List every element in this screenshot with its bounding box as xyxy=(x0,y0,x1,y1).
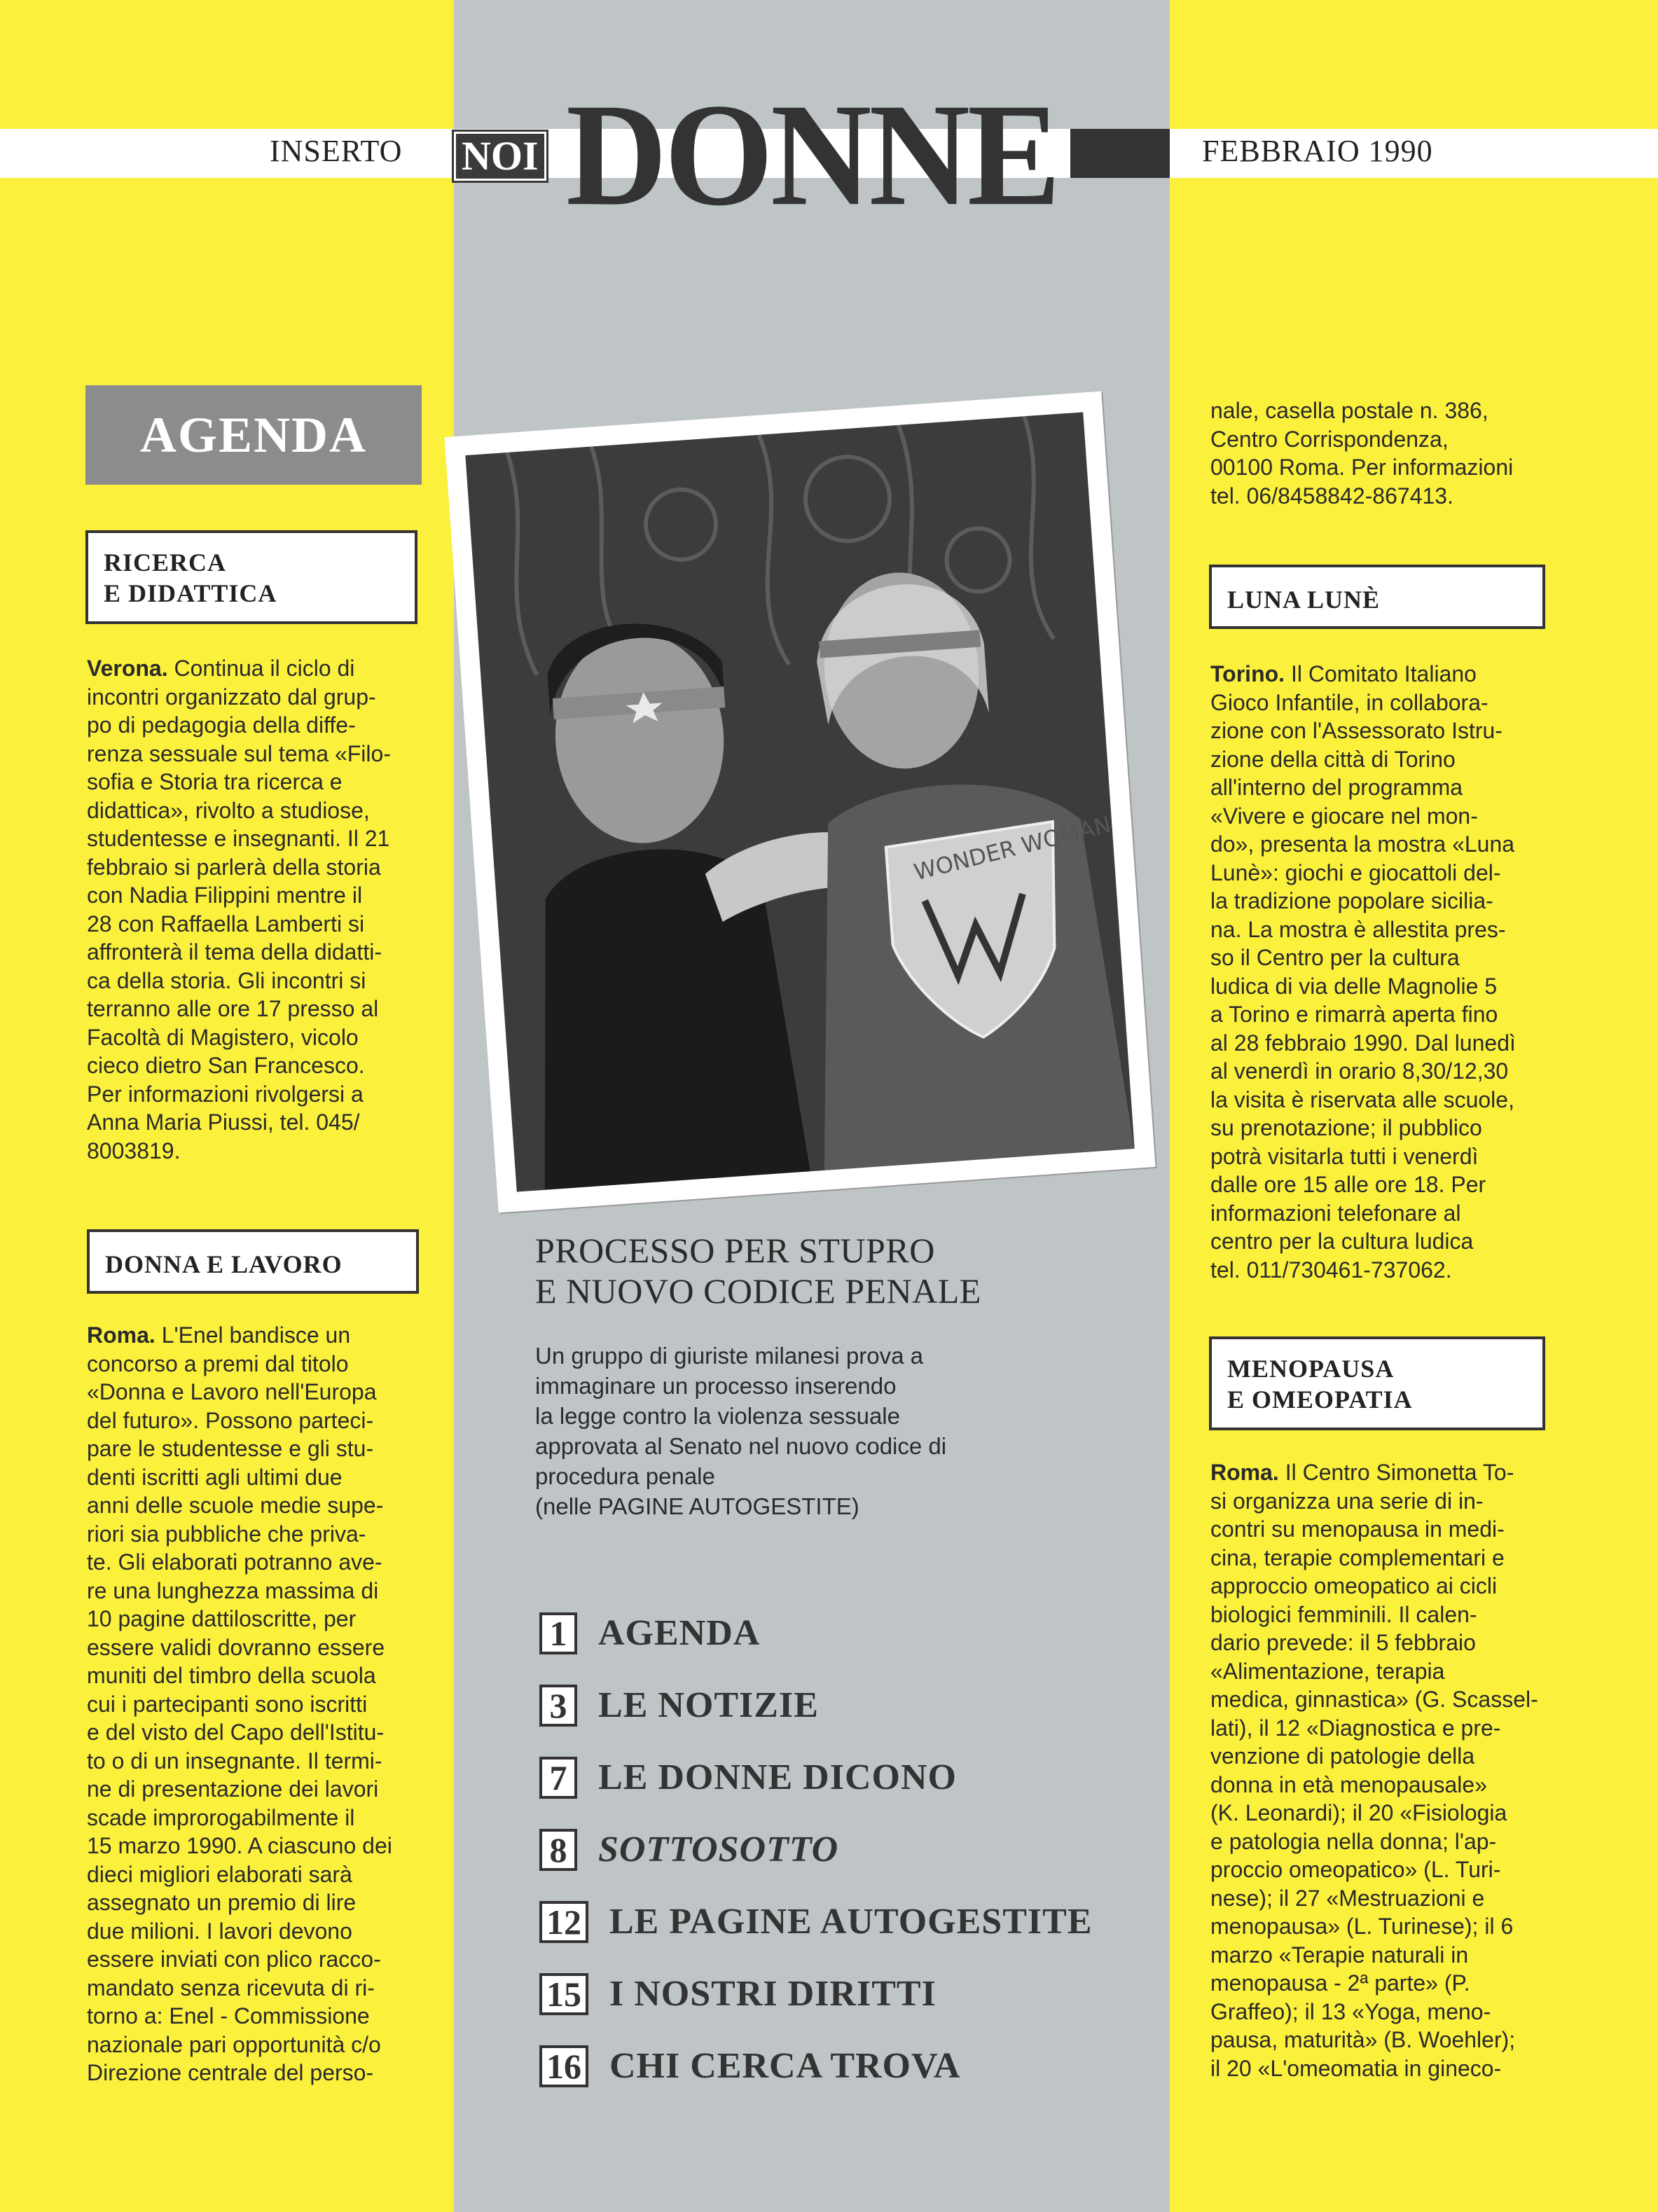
article-continuation xyxy=(1210,396,1545,510)
article-line: con Nadia Filippini mentre il xyxy=(87,883,363,908)
heading-line: MENOPAUSA xyxy=(1227,1355,1395,1383)
article-line: Torino. Il Comitato Italiano xyxy=(1210,661,1477,686)
masthead-date: FEBBRAIO 1990 xyxy=(1202,134,1433,168)
table-of-contents xyxy=(539,1597,1093,2102)
article-line: po di pedagogia della diffe- xyxy=(87,712,356,738)
article-line: riori sia pubbliche che priva- xyxy=(87,1521,366,1547)
deck-line: Un gruppo di giuriste milanesi prova a xyxy=(535,1343,923,1369)
article-line: terranno alle ore 17 presso al xyxy=(87,996,379,1021)
masthead-inserto: INSERTO xyxy=(270,134,403,168)
article-line: «Donna e Lavoro nell'Europa xyxy=(87,1379,377,1404)
article-line: Verona. Continua il ciclo di xyxy=(87,656,355,681)
article-line: a Torino e rimarrà aperta fino xyxy=(1210,1002,1498,1027)
deck-line: la legge contro la violenza sessuale xyxy=(535,1403,900,1429)
article-line: nazionale pari opportunità c/o xyxy=(87,2031,381,2057)
article-line: Facoltà di Magistero, vicolo xyxy=(87,1024,359,1050)
article-line: ne di presentazione dei lavori xyxy=(87,1776,379,1802)
article-line: sofia e Storia tra ricerca e xyxy=(87,769,343,794)
toc-page-number: 16 xyxy=(539,2045,588,2087)
article-line: dario prevede: il 5 febbraio xyxy=(1210,1630,1476,1655)
deck-line: immaginare un processo inserendo xyxy=(535,1373,897,1399)
article-line: dieci migliori elaborati sarà xyxy=(87,1861,352,1887)
article-line: zione della città di Torino xyxy=(1210,746,1456,772)
article-line: assegnato un premio di lire xyxy=(87,1890,357,1915)
article-line: potrà visitarla tutti i venerdì xyxy=(1210,1143,1479,1169)
article-line: centro per la cultura ludica xyxy=(1210,1229,1474,1254)
toc-page-number: 7 xyxy=(539,1757,577,1799)
section-heading-luna xyxy=(1209,565,1545,629)
toc-item[interactable] xyxy=(539,1741,1093,1813)
article-line: biologici femminili. Il calen- xyxy=(1210,1601,1477,1627)
toc-title: CHI CERCA TROVA xyxy=(609,2046,961,2086)
toc-title: LE PAGINE AUTOGESTITE xyxy=(609,1902,1093,1942)
masthead-title: DONNE xyxy=(566,74,1058,237)
article-line: febbraio si parlerà della storia xyxy=(87,854,381,880)
article-line: essere inviati con plico racco- xyxy=(87,1947,381,1972)
toc-page-number: 1 xyxy=(539,1612,577,1654)
article-line: zione con l'Assessorato Istru- xyxy=(1210,718,1502,743)
article-line: pare le studentesse e gli stu- xyxy=(87,1436,374,1461)
article-line: Gioco Infantile, in collabora- xyxy=(1210,689,1488,715)
article-city: Roma. xyxy=(1210,1460,1285,1485)
article-line: al venerdì in orario 8,30/12,30 xyxy=(1210,1058,1509,1084)
heading-line: RICERCA xyxy=(104,548,227,576)
toc-title: LE NOTIZIE xyxy=(598,1685,819,1725)
photo-image xyxy=(465,412,1134,1191)
article-line: su prenotazione; il pubblico xyxy=(1210,1115,1482,1140)
toc-item[interactable] xyxy=(539,2030,1093,2102)
article-line: del futuro». Possono parteci- xyxy=(87,1407,374,1433)
article-line: 00100 Roma. Per informazioni xyxy=(1210,455,1514,480)
section-heading-ricerca xyxy=(85,530,417,624)
article-line: menopausa - 2ª parte» (P. xyxy=(1210,1970,1470,1996)
photo-caption: WONDER WOMAN xyxy=(911,810,1114,886)
article-line: concorso a premi dal titolo xyxy=(87,1350,349,1376)
article-line: te. Gli elaborati potranno ave- xyxy=(87,1549,382,1575)
toc-title: I NOSTRI DIRITTI xyxy=(609,1974,937,2014)
toc-title: SOTTOSOTTO xyxy=(598,1830,839,1869)
masthead-dark-bar xyxy=(1070,129,1170,178)
heading-line: E DIDATTICA xyxy=(104,579,277,607)
article-line: nese); il 27 «Mestruazioni e xyxy=(1210,1885,1485,1911)
article-line: incontri organizzato dal grup- xyxy=(87,684,376,710)
deck-line: procedura penale xyxy=(535,1463,715,1489)
article-line: tel. 011/730461-737062. xyxy=(1210,1257,1452,1283)
article-line: all'interno del programma xyxy=(1210,775,1463,800)
toc-item[interactable] xyxy=(539,1597,1093,1669)
article-city: Torino. xyxy=(1210,661,1291,686)
article-line: nale, casella postale n. 386, xyxy=(1210,398,1488,423)
section-heading-menopausa xyxy=(1209,1336,1545,1430)
article-line: contri su menopausa in medi- xyxy=(1210,1516,1505,1542)
masthead-noi: NOI xyxy=(454,132,546,181)
article-line: affronterà il tema della didatti- xyxy=(87,939,382,965)
article-luna xyxy=(1210,660,1545,1284)
article-line: informazioni telefonare al xyxy=(1210,1200,1461,1226)
article-line: essere validi dovranno essere xyxy=(87,1634,385,1660)
toc-item[interactable] xyxy=(539,1886,1093,1958)
article-line: menopausa» (L. Turinese); il 6 xyxy=(1210,1914,1514,1939)
article-line: so il Centro per la cultura xyxy=(1210,945,1460,970)
agenda-heading: AGENDA xyxy=(85,385,422,485)
toc-item[interactable] xyxy=(539,1813,1093,1886)
article-city: Roma. xyxy=(87,1322,162,1348)
photo-illustration xyxy=(465,412,1134,1191)
article-line: ludica di via delle Magnolie 5 xyxy=(1210,973,1498,999)
heading-line: E OMEOPATIA xyxy=(1227,1385,1413,1413)
toc-page-number: 3 xyxy=(539,1685,577,1727)
feature-headline xyxy=(535,1230,981,1311)
article-line: re una lunghezza massima di xyxy=(87,1577,379,1603)
article-line: denti iscritti agli ultimi due xyxy=(87,1464,343,1490)
toc-item[interactable] xyxy=(539,1669,1093,1741)
article-line: e patologia nella donna; l'ap- xyxy=(1210,1828,1497,1854)
article-line: Lunè»: giochi e giocattoli del- xyxy=(1210,859,1501,885)
heading-line: LUNA LUNÈ xyxy=(1227,586,1381,614)
article-line: pausa, maturità» (B. Woehler); xyxy=(1210,2027,1516,2052)
article-city: Verona. xyxy=(87,656,174,681)
toc-page-number: 12 xyxy=(539,1901,588,1943)
article-ricerca xyxy=(87,654,416,1165)
article-line: 28 con Raffaella Lamberti si xyxy=(87,911,365,936)
article-line: didattica», rivolto a studiose, xyxy=(87,797,370,823)
article-line: medica, ginnastica» (G. Scassel- xyxy=(1210,1687,1538,1712)
article-line: il 20 «L'omeomatia in gineco- xyxy=(1210,2055,1502,2081)
article-line: muniti del timbro della scuola xyxy=(87,1663,376,1688)
article-line: 10 pagine dattiloscritte, per xyxy=(87,1606,357,1631)
deck-line: (nelle PAGINE AUTOGESTITE) xyxy=(535,1493,859,1519)
article-line: la visita è riservata alle scuole, xyxy=(1210,1086,1514,1112)
section-heading-lavoro xyxy=(87,1229,419,1294)
article-line: Centro Corrispondenza, xyxy=(1210,426,1449,452)
heading-line: DONNA E LAVORO xyxy=(105,1250,343,1278)
article-line: e del visto del Capo dell'Istitu- xyxy=(87,1720,385,1745)
article-line: torno a: Enel - Commissione xyxy=(87,2003,370,2028)
article-line: do», presenta la mostra «Luna xyxy=(1210,831,1515,857)
deck-line: approvata al Senato nel nuovo codice di xyxy=(535,1433,947,1459)
feature-deck xyxy=(535,1341,1124,1521)
article-line: ca della storia. Gli incontri si xyxy=(87,967,366,993)
article-line: la tradizione popolare sicilia- xyxy=(1210,888,1493,913)
article-line: Anna Maria Piussi, tel. 045/ xyxy=(87,1110,360,1135)
article-line: approccio omeopatico ai cicli xyxy=(1210,1573,1498,1598)
toc-title: AGENDA xyxy=(598,1613,761,1653)
headline-line: PROCESSO PER STUPRO xyxy=(535,1231,935,1270)
article-line: «Alimentazione, terapia xyxy=(1210,1658,1445,1684)
article-line: renza sessuale sul tema «Filo- xyxy=(87,740,391,766)
article-line: scade improrogabilmente il xyxy=(87,1804,355,1830)
toc-page-number: 15 xyxy=(539,1973,588,2015)
toc-item[interactable] xyxy=(539,1958,1093,2030)
article-line: 15 marzo 1990. A ciascuno dei xyxy=(87,1833,392,1858)
article-line: lati), il 12 «Diagnostica e pre- xyxy=(1210,1715,1501,1741)
article-line: mandato senza ricevuta di ri- xyxy=(87,1975,375,2000)
article-line: (K. Leonardi); il 20 «Fisiologia xyxy=(1210,1800,1507,1825)
article-line: Roma. L'Enel bandisce un xyxy=(87,1322,351,1348)
article-line: 8003819. xyxy=(87,1138,181,1163)
article-line: due milioni. I lavori devono xyxy=(87,1918,352,1944)
article-line: «Vivere e giocare nel mon- xyxy=(1210,803,1478,829)
article-line: Direzione centrale del perso- xyxy=(87,2060,374,2085)
article-line: Per informazioni rivolgersi a xyxy=(87,1081,364,1107)
article-line: to o di un insegnante. Il termi- xyxy=(87,1748,382,1774)
article-line: cui i partecipanti sono iscritti xyxy=(87,1691,368,1717)
toc-page-number: 8 xyxy=(539,1829,577,1871)
article-line: donna in età menopausale» xyxy=(1210,1771,1487,1797)
article-line: studentesse e insegnanti. Il 21 xyxy=(87,826,390,851)
article-line: Roma. Il Centro Simonetta To- xyxy=(1210,1460,1514,1485)
article-line: marzo «Terapie naturali in xyxy=(1210,1942,1469,1968)
article-menopausa xyxy=(1210,1458,1545,2082)
article-line: venzione di patologie della xyxy=(1210,1743,1475,1769)
article-line: dalle ore 15 alle ore 18. Per xyxy=(1210,1172,1486,1197)
article-line: cina, terapie complementari e xyxy=(1210,1544,1505,1570)
article-line: Graffeo); il 13 «Yoga, meno- xyxy=(1210,1998,1491,2024)
article-line: tel. 06/8458842-867413. xyxy=(1210,483,1453,509)
article-line: anni delle scuole medie supe- xyxy=(87,1493,384,1518)
article-lavoro xyxy=(87,1321,416,2087)
article-line: cieco dietro San Francesco. xyxy=(87,1053,365,1078)
feature-photo xyxy=(444,392,1155,1213)
article-line: proccio omeopatico» (L. Turi- xyxy=(1210,1857,1501,1882)
article-line: si organizza una serie di in- xyxy=(1210,1488,1484,1514)
headline-line: E NUOVO CODICE PENALE xyxy=(535,1271,981,1311)
article-line: na. La mostra è allestita pres- xyxy=(1210,916,1506,942)
toc-title: LE DONNE DICONO xyxy=(598,1757,957,1797)
article-line: al 28 febbraio 1990. Dal lunedì xyxy=(1210,1030,1516,1056)
